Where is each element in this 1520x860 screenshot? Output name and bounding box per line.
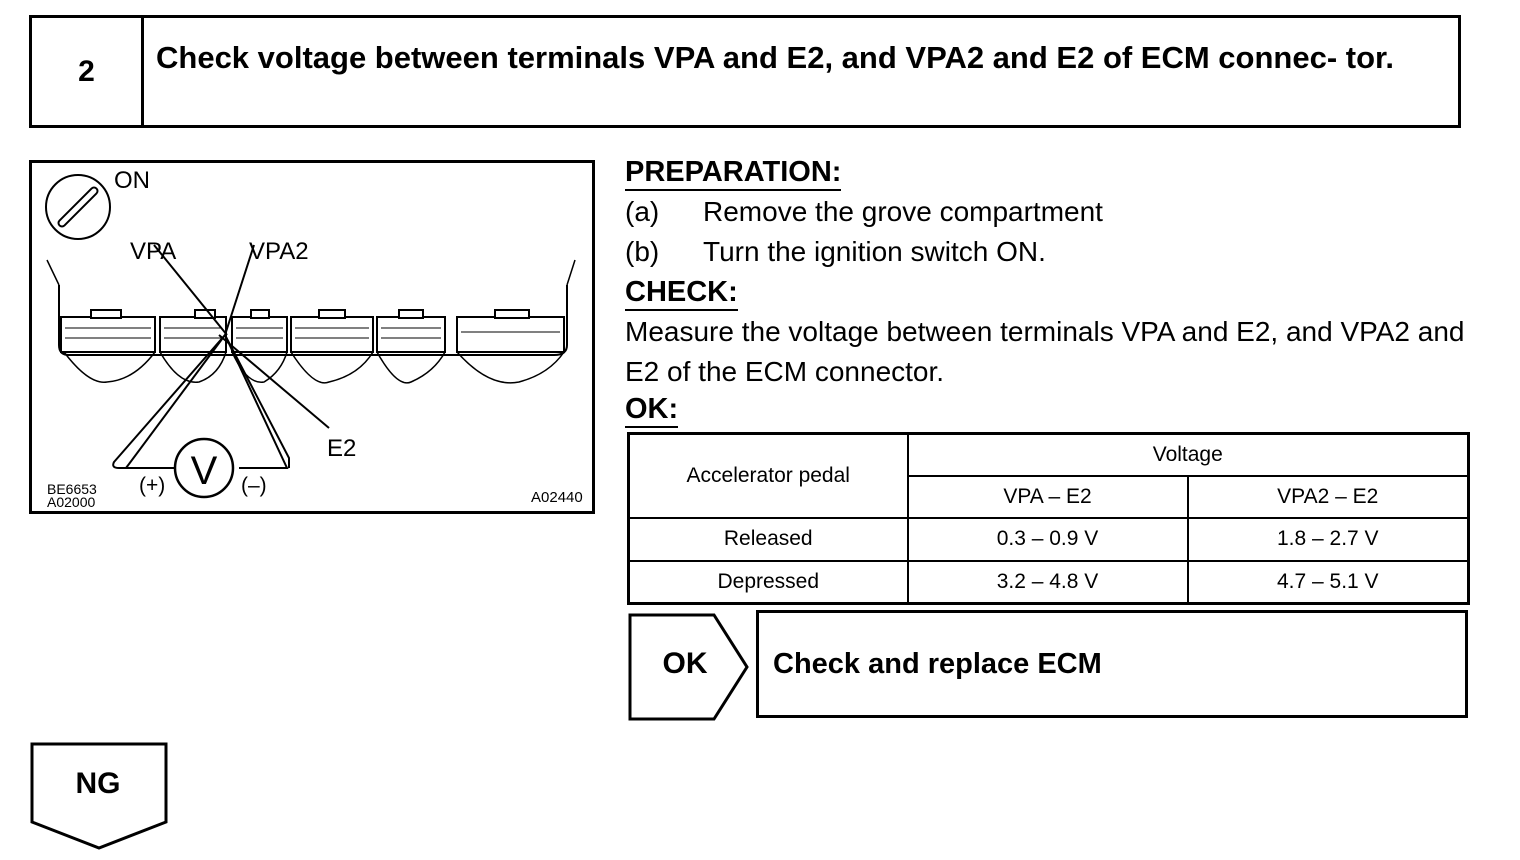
plus-label: (+) (139, 474, 166, 497)
table-row (629, 518, 1469, 561)
ecm-connectors (61, 310, 564, 352)
sub-header-vpa2: VPA2 – E2 (1188, 476, 1469, 518)
switch-on-label: ON (114, 167, 150, 194)
e2-label: E2 (327, 435, 357, 462)
step-title: Check voltage between terminals VPA and E2, and VPA2 and E2 of ECM connec- tor. (156, 40, 1395, 75)
step-a-text: Remove the grove compartment (703, 196, 1103, 227)
ok-tag-label: OK (662, 647, 708, 680)
row-vpa: 3.2 – 4.8 V (908, 561, 1188, 604)
ecm-connector-diagram (29, 160, 595, 514)
col-header-voltage: Voltage (908, 434, 1469, 476)
code-right: A02440 (531, 489, 583, 506)
row-vpa: 0.3 – 0.9 V (908, 518, 1188, 561)
voltage-spec-table (627, 432, 1470, 605)
code-left-1: BE6653 (47, 481, 97, 497)
step-b-label: (b) (625, 236, 660, 267)
ok-heading: OK: (625, 392, 678, 426)
step-header (29, 15, 1461, 128)
step-b-text: Turn the ignition switch ON. (703, 236, 1046, 267)
vpa-label: VPA (130, 238, 177, 265)
table-row (629, 561, 1469, 604)
step-number: 2 (32, 18, 144, 125)
preparation-step-a (625, 195, 1103, 229)
connector-1 (61, 317, 155, 352)
sub-header-vpa: VPA – E2 (908, 476, 1188, 518)
col-header-pedal: Accelerator pedal (629, 434, 908, 518)
check-heading: CHECK: (625, 275, 738, 309)
connector-5 (377, 317, 445, 352)
preparation-step-b (625, 235, 1046, 269)
connector-4 (291, 317, 373, 352)
ng-tag-label: NG (75, 767, 121, 800)
minus-label: (–) (241, 474, 267, 497)
preparation-heading: PREPARATION: (625, 155, 841, 189)
code-left-2: A02000 (47, 494, 96, 510)
voltmeter-symbol: V (190, 449, 218, 493)
ok-action-text: Check and replace ECM (773, 647, 1102, 680)
ok-action-box (756, 610, 1468, 718)
row-vpa2: 1.8 – 2.7 V (1188, 518, 1469, 561)
connector-6 (457, 317, 564, 352)
diagram-svg (29, 160, 595, 514)
row-vpa2: 4.7 – 5.1 V (1188, 561, 1469, 604)
step-a-label: (a) (625, 196, 660, 227)
row-pedal: Depressed (629, 561, 908, 604)
vpa2-label: VPA2 (249, 238, 309, 265)
table-header-row (629, 434, 1469, 476)
row-pedal: Released (629, 518, 908, 561)
check-instruction: Measure the voltage between terminals VPA and E2, and VPA2 and E2 of the ECM connector. (625, 316, 1465, 387)
connector-3 (232, 317, 287, 352)
